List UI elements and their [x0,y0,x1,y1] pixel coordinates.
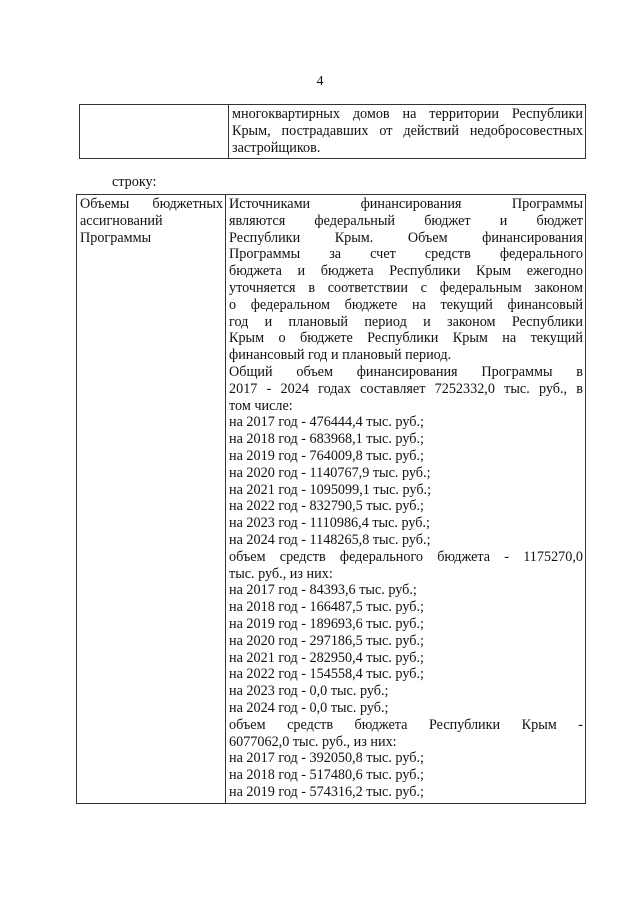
text-line: на 2020 год - 297186,5 тыс. руб.; [229,632,424,649]
text-line: на 2024 год - 0,0 тыс. руб.; [229,699,389,716]
text-line: уточняется в соответствии с федеральным законом [229,279,583,296]
text-line: на 2017 год - 476444,4 тыс. руб.; [229,414,424,431]
table-row [77,195,586,804]
continuation-table [79,104,586,159]
text-line: на 2021 год - 282950,4 тыс. руб.; [229,649,424,666]
text-line: на 2018 год - 683968,1 тыс. руб.; [229,431,424,448]
table-cell-empty [80,105,229,159]
text-line: Программы за счет средств федерального [229,246,583,263]
text-line: на 2018 год - 166487,5 тыс. руб.; [229,599,424,616]
text-line: на 2023 год - 0,0 тыс. руб.; [229,683,389,700]
text-line: на 2017 год - 84393,6 тыс. руб.; [229,582,417,599]
text-line: многоквартирных домов на территории Республики [232,106,583,122]
text-line: объем средств бюджета Республики Крым - [229,716,583,733]
text-line: на 2024 год - 1148265,8 тыс. руб.; [229,531,431,548]
text-line: о федеральном бюджете на текущий финансовый [229,296,583,313]
text-line: Источниками финансирования Программы [229,196,583,212]
text-line: том числе: [229,397,293,414]
text-line: 2017 - 2024 годах составляет 7252332,0 тыс. руб., в [229,380,583,397]
text-line: на 2017 год - 392050,8 тыс. руб.; [229,750,424,767]
text-line: финансовый год и плановый период. [229,347,452,364]
intro-text: строку: [112,174,157,190]
row-heading-line: Объемы бюджетных [80,196,223,212]
text-line: на 2019 год - 764009,8 тыс. руб.; [229,447,424,464]
text-line: на 2022 год - 832790,5 тыс. руб.; [229,498,424,515]
text-line: Крым, пострадавших от действий недобросовестных [232,122,583,139]
page-number: 4 [316,74,324,89]
table-cell-text [229,105,586,159]
text-line: на 2019 год - 574316,2 тыс. руб.; [229,783,424,800]
text-line: бюджета и бюджета Республики Крым ежегодно [229,263,583,280]
text-line: 6077062,0 тыс. руб., из них: [229,733,397,750]
row-heading-line: Программы [80,229,152,246]
text-line: на 2020 год - 1140767,9 тыс. руб.; [229,464,431,481]
row-heading-cell [77,195,226,804]
text-line: Крым о бюджете Республики Крым на текущий [229,330,583,347]
row-heading-line: ассигнований [80,212,163,229]
text-line: Общий объем финансирования Программы в [229,363,583,380]
text-line: год и плановый период и законом Республики [229,313,583,330]
table-row [80,105,586,159]
text-line: на 2022 год - 154558,4 тыс. руб.; [229,666,424,683]
text-line: на 2019 год - 189693,6 тыс. руб.; [229,615,424,632]
text-line: на 2018 год - 517480,6 тыс. руб.; [229,767,424,784]
text-line: являются федеральный бюджет и бюджет [229,212,583,229]
text-line: объем средств федерального бюджета - 1175270,0 [229,548,583,565]
funding-description-cell [226,195,586,804]
text-line: на 2021 год - 1095099,1 тыс. руб.; [229,481,432,498]
text-line: на 2023 год - 1110986,4 тыс. руб.; [229,515,430,532]
text-line: Республики Крым. Объем финансирования [229,229,583,246]
funding-table [76,194,586,804]
text-line: застройщиков. [232,139,321,156]
text-line: тыс. руб., из них: [229,565,333,582]
